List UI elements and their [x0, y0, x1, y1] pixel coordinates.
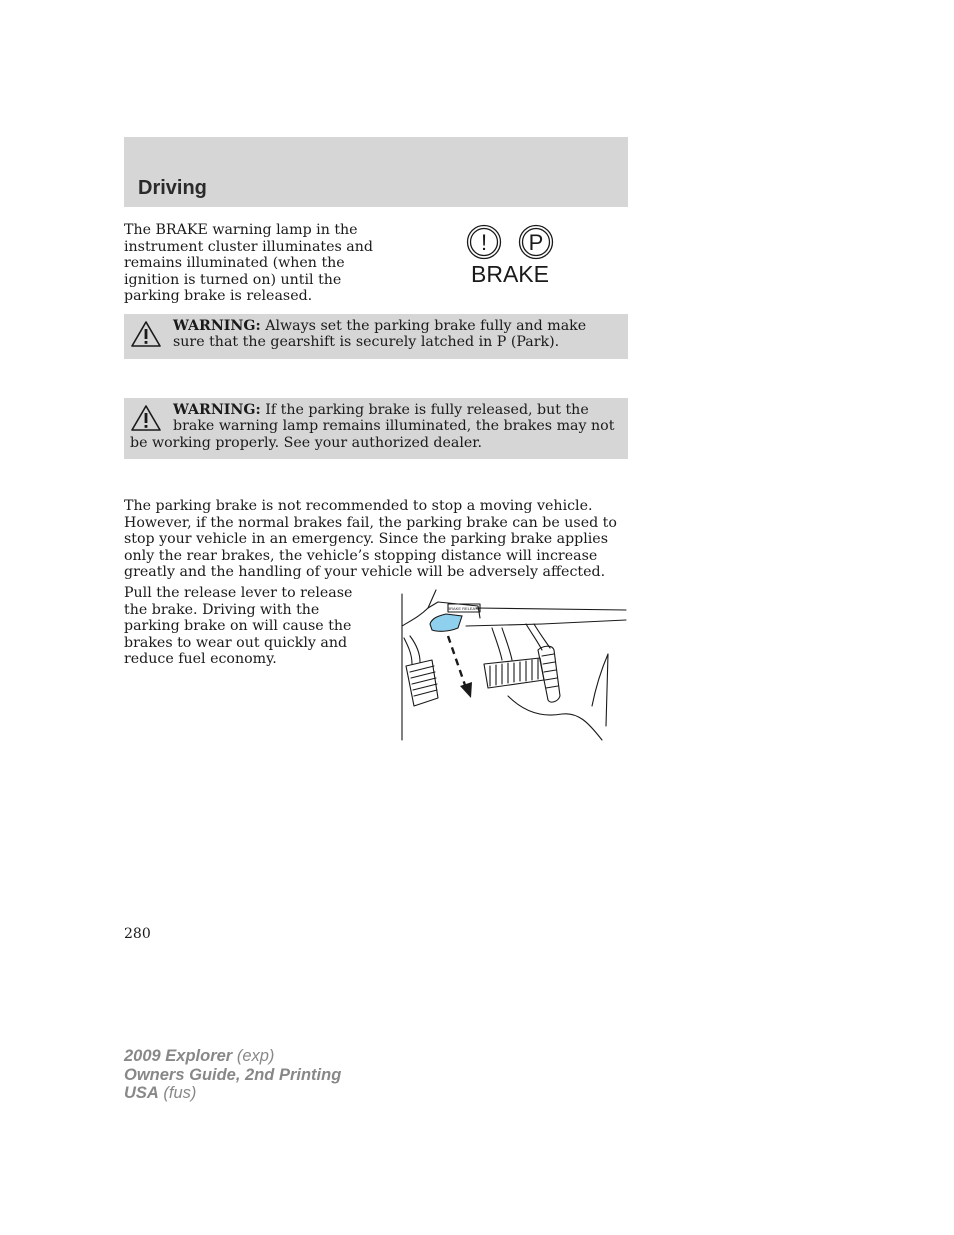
section-title: Driving — [138, 177, 207, 199]
footer-printing: Owners Guide, 2nd Printing — [124, 1065, 342, 1084]
section-header-band — [124, 137, 628, 207]
brake-release-label: BRAKE RELEASE — [447, 606, 481, 611]
footer-model-code: (exp) — [232, 1047, 275, 1065]
brake-symbol-exclaim: ! — [480, 230, 488, 255]
page-number: 280 — [124, 926, 151, 942]
warning-triangle-icon — [130, 320, 162, 348]
footer-line-market — [124, 1084, 341, 1103]
warning-body: If the parking brake is fully released, but the brake warning lamp remains illuminated, the brakes may not be working properly. See your authorized dealer. — [130, 402, 615, 451]
document-footer — [124, 1047, 341, 1103]
release-lever-paragraph: Pull the release lever to release the brake. Driving with the parking brake on will cause the brakes to wear out quickly and reduce fuel economy. — [124, 585, 353, 667]
warning-triangle-icon — [130, 404, 162, 432]
footer-market: USA — [124, 1084, 159, 1102]
warning-label: WARNING: — [173, 402, 261, 418]
brake-symbol-p: P — [528, 230, 544, 255]
warning-text — [130, 318, 618, 351]
warning-text — [130, 402, 618, 451]
warning-box-lamp — [124, 398, 628, 459]
warning-label: WARNING: — [173, 318, 261, 334]
warning-body: Always set the parking brake fully and make sure that the gearshift is securely latched in P (Park). — [173, 318, 587, 351]
footer-line-model — [124, 1047, 341, 1066]
brake-release-illustration — [392, 586, 632, 744]
brake-lamp-paragraph: The BRAKE warning lamp in the instrument cluster illuminates and remains illuminated (when the ignition is turned on) until the parking brake is released. — [124, 222, 373, 304]
warning-box-park — [124, 314, 628, 359]
brake-symbol-label: BRAKE — [471, 261, 549, 287]
brake-warning-lamp-icon — [462, 224, 558, 288]
parking-brake-paragraph: The parking brake is not recommended to stop a moving vehicle. However, if the normal brakes fail, the parking brake can be used to stop your vehicle in an emergency. Since the parking brake applies only the rear brakes, the vehicle’s stopping distance will increase greatly and the handling of your vehicle will be adversely affected. — [124, 498, 617, 580]
footer-model: 2009 Explorer — [124, 1047, 233, 1065]
footer-market-code: (fus) — [158, 1084, 197, 1102]
